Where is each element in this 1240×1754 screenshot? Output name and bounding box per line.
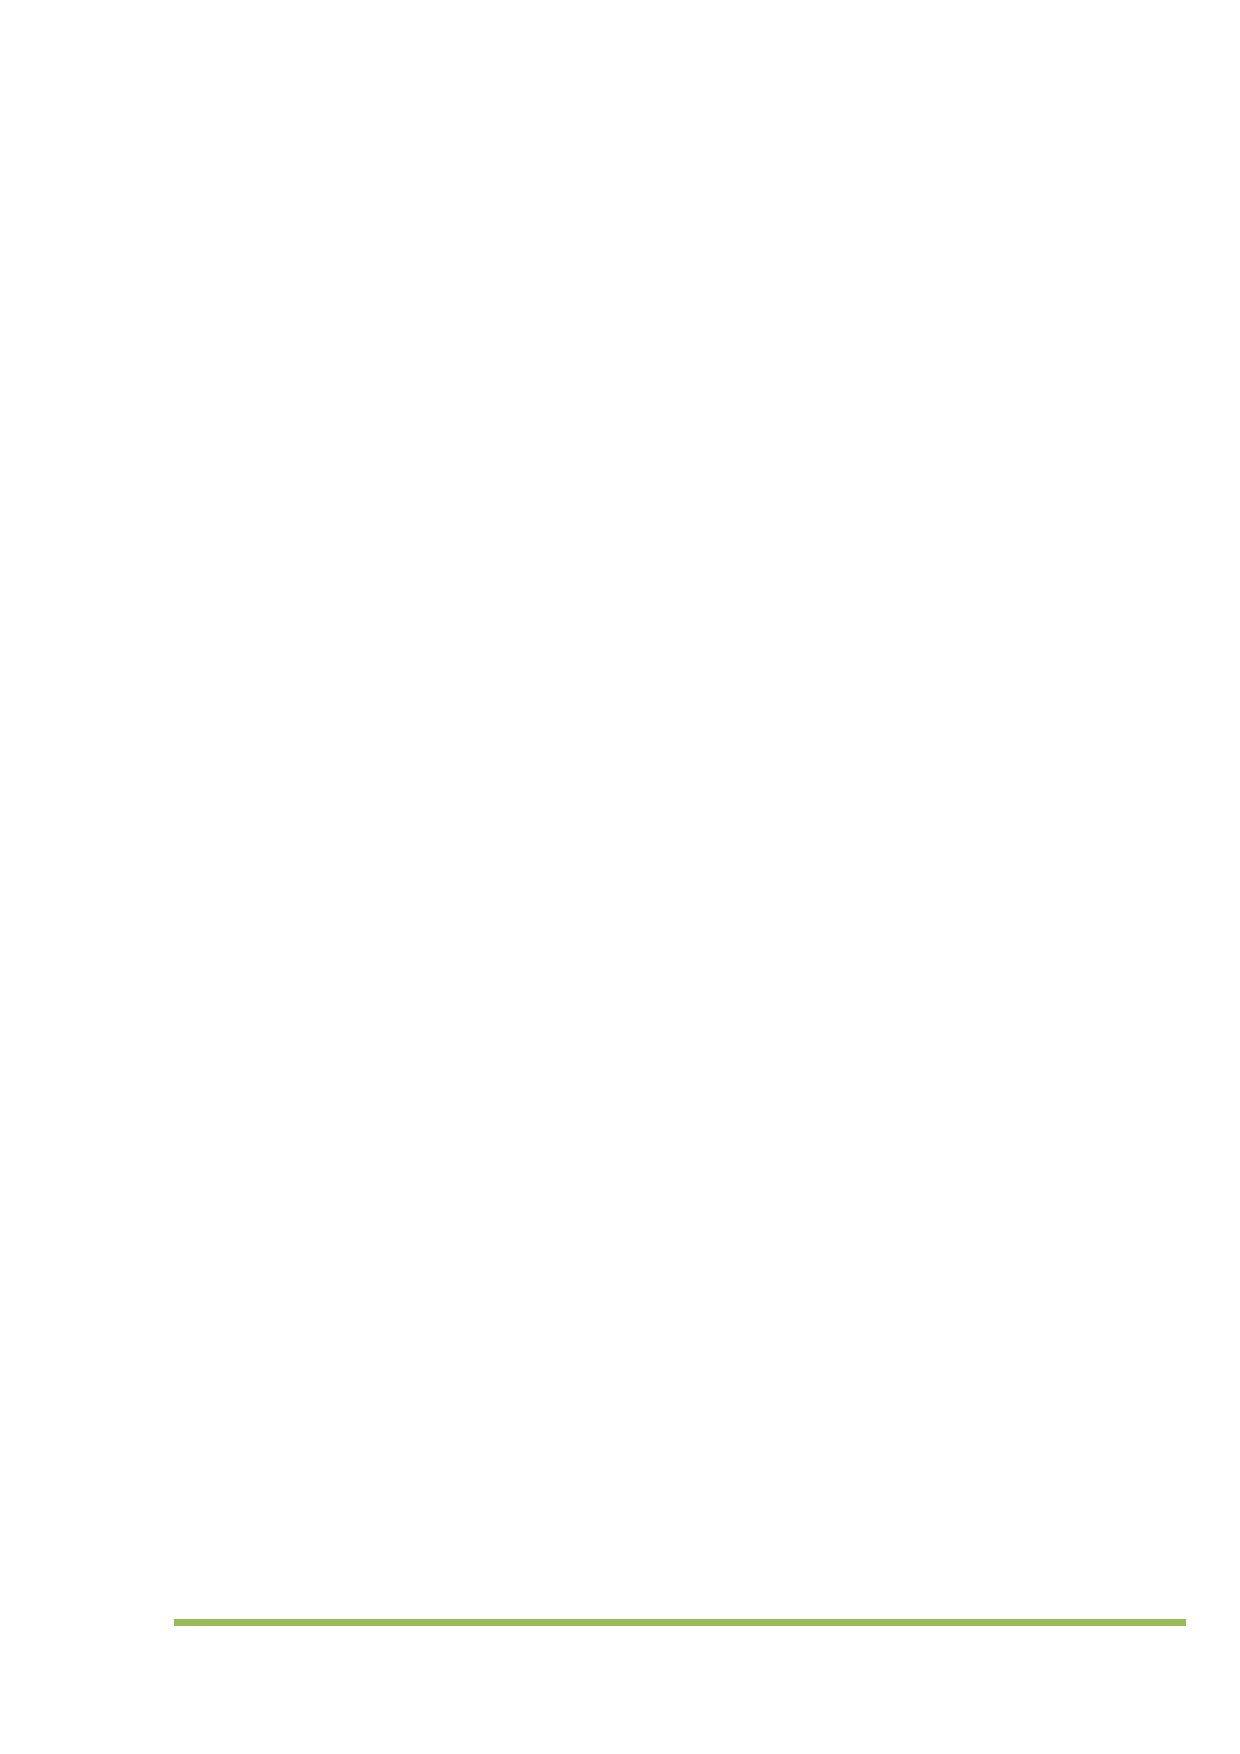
exam-content	[178, 148, 1188, 196]
separator-line	[178, 148, 1118, 196]
footer-rule	[174, 1619, 1186, 1626]
